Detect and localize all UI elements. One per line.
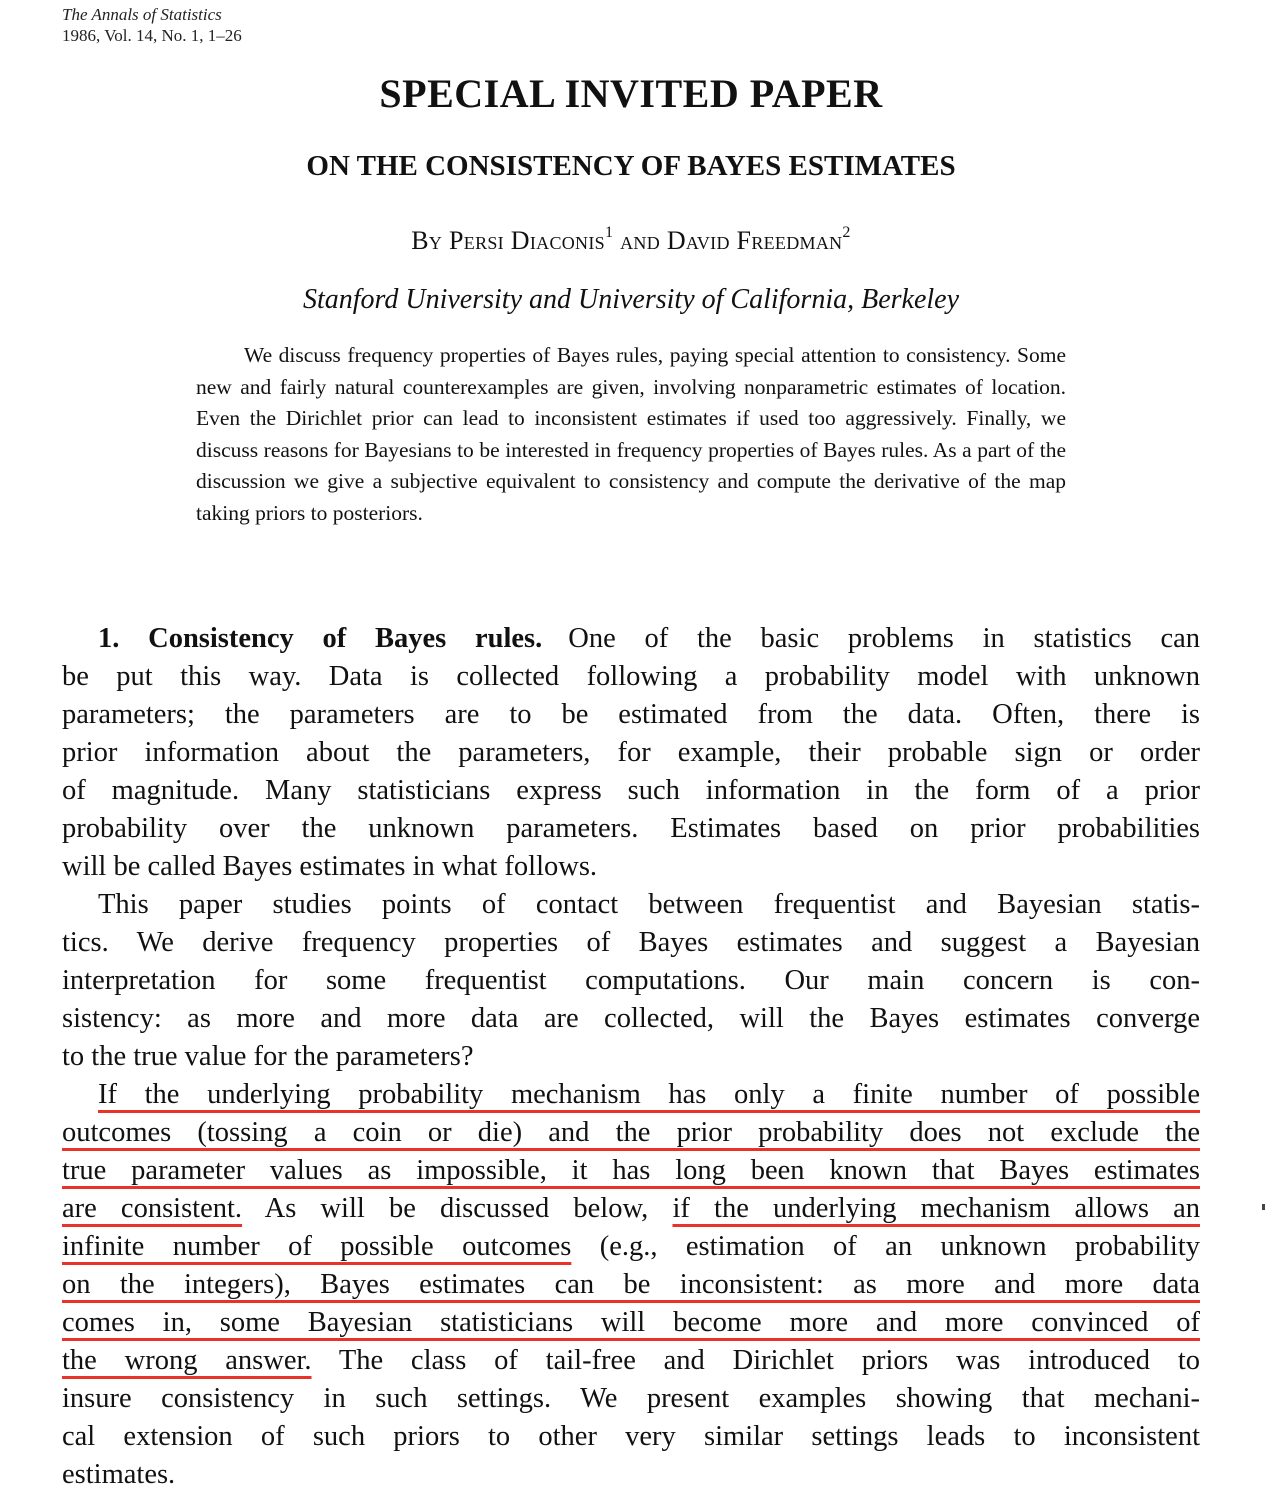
highlighted-text: if the underlying mechanism allows an [672, 1193, 1201, 1224]
highlighted-text: are consistent. [62, 1193, 243, 1224]
highlighted-text: infinite number of possible outcomes [62, 1231, 572, 1262]
by-label: By [411, 226, 443, 255]
affiliation: Stanford University and University of California, Berkeley [302, 284, 960, 315]
body-line [98, 1076, 1200, 1114]
body-line: estimates. [62, 1459, 176, 1490]
author-1: Persi Diaconis [449, 226, 605, 255]
body-line [62, 1228, 1200, 1266]
body-line: sistency: as more and more data are collected, will the Bayes estimates converge [62, 1003, 1200, 1034]
body-line [62, 1304, 1200, 1342]
abstract: We discuss frequency properties of Bayes rules, paying special attention to consistency. Some new and fairly natural counterexamples are given, involving nonparametric estimates of location. Even the Dirichlet prior can lead to inconsistent estimates if used too aggressively. Finally, we discuss reasons for Bayesians to be interested in frequency properties of Bayes rules. As a part of the discussion we give a subjective equivalent to consistency and compute the derivative of the map taking priors to posteriors. [196, 343, 1066, 525]
journal-volume: 1986, Vol. 14, No. 1, 1–26 [62, 26, 242, 45]
author-line [0, 226, 1262, 256]
body-line: probability over the unknown parameters. Estimates based on prior probabilities [62, 813, 1200, 844]
body-line: parameters; the parameters are to be estimated from the data. Often, there is [62, 699, 1200, 730]
body-line: be put this way. Data is collected following a probability model with unknown [62, 661, 1200, 692]
highlighted-text: comes in, some Bayesian statisticians will become more and more convinced of [62, 1307, 1200, 1338]
highlighted-text: If the underlying probability mechanism has only a finite number of possible [98, 1079, 1200, 1110]
body-text: (e.g., estimation of an unknown probability [599, 1231, 1201, 1262]
body-line: will be called Bayes estimates in what follows. [62, 851, 598, 882]
body-line: tics. We derive frequency properties of Bayes estimates and suggest a Bayesian [62, 927, 1200, 958]
and-label: and [620, 226, 660, 255]
body-line: to the true value for the parameters? [62, 1041, 474, 1072]
body-text: As will be discussed below, [264, 1193, 649, 1224]
body-line: interpretation for some frequentist computations. Our main concern is con- [62, 965, 1200, 996]
paper-type-heading: SPECIAL INVITED PAPER [379, 71, 883, 116]
body-line: insure consistency in such settings. We present examples showing that mechani- [62, 1383, 1200, 1414]
body-text: The class of tail-free and Dirichlet priors was introduced to [338, 1345, 1200, 1376]
section-heading: 1. Consistency of Bayes rules. [98, 623, 543, 654]
highlighted-text: outcomes (tossing a coin or die) and the prior probability does not exclude the [62, 1117, 1200, 1148]
body-line: prior information about the parameters, for example, their probable sign or order [62, 737, 1200, 768]
body-line [98, 620, 1200, 658]
body-line [62, 1152, 1200, 1190]
journal-header [62, 4, 242, 46]
paper-title: ON THE CONSISTENCY OF BAYES ESTIMATES [306, 150, 956, 182]
body-line [62, 1266, 1200, 1304]
body-line: This paper studies points of contact between frequentist and Bayesian statis- [98, 889, 1200, 920]
body-line [62, 1114, 1200, 1152]
scan-speck [1262, 1204, 1265, 1210]
body-line: cal extension of such priors to other very similar settings leads to inconsistent [62, 1421, 1200, 1452]
footnote-mark-2: 2 [842, 224, 851, 241]
body-line [62, 1342, 1200, 1380]
body-line: of magnitude. Many statisticians express such information in the form of a prior [62, 775, 1200, 806]
highlighted-text: true parameter values as impossible, it has long been known that Bayes estimates [62, 1155, 1200, 1186]
author-2: David Freedman [666, 226, 843, 255]
journal-name: The Annals of Statistics [62, 5, 222, 24]
footnote-mark-1: 1 [604, 224, 614, 241]
body-line [62, 1190, 1200, 1228]
highlighted-text: the wrong answer. [62, 1345, 312, 1376]
highlighted-text: on the integers), Bayes estimates can be inconsistent: as more and more data [62, 1269, 1200, 1300]
body-text: One of the basic problems in statistics can [568, 623, 1200, 654]
